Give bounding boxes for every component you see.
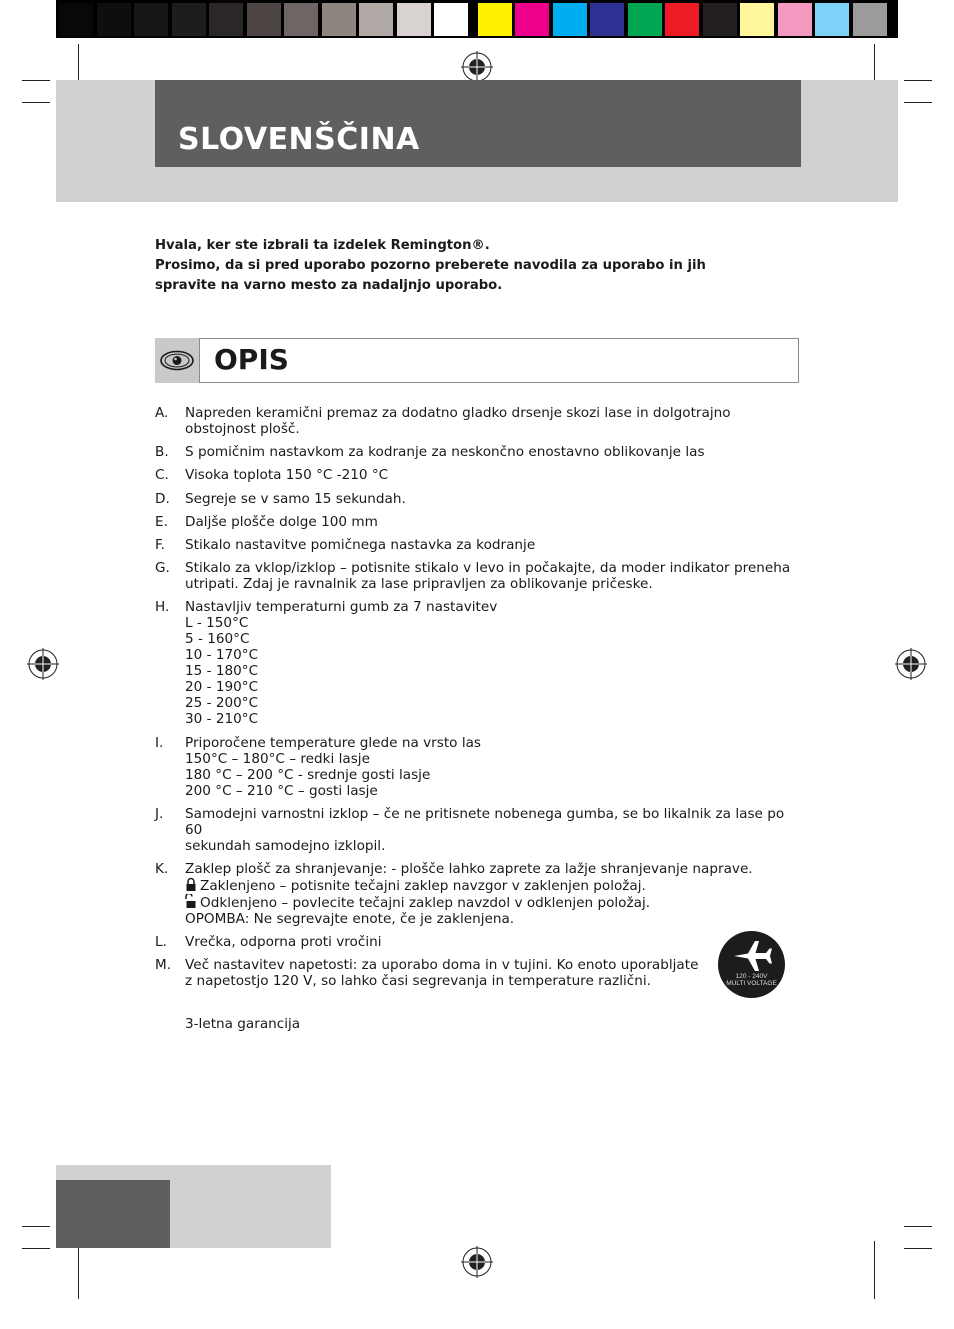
list-item-letter: H. [155,599,170,616]
list-item-line [185,647,805,663]
list-item [155,444,805,460]
color-swatch [59,3,93,36]
list-item-text: utripati. Zdaj je ravnalnik za lase pripravljen za oblikovanje pričeske. [185,576,653,593]
list-item-line [185,695,805,711]
list-item-text: Visoka toplota 150 °C -210 °C [185,467,389,484]
list-item-line [185,973,805,989]
registration-mark-top-icon [461,51,493,83]
list-item-line [185,599,805,615]
list-item [155,405,805,437]
color-swatch [322,3,356,36]
list-item-line [185,576,805,592]
list-item-line [185,679,805,695]
list-item-text: Več nastavitev napetosti: za uporabo doma in v tujini. Ko enoto uporabljate [185,957,699,974]
color-swatch [247,3,281,36]
color-swatch [515,3,549,36]
list-item-text: obstojnost plošč. [185,421,300,437]
intro-line: Prosimo, da si pred uporabo pozorno preberete navodila za uporabo in jih [155,258,706,273]
list-item-line [185,894,805,911]
color-swatch [97,3,131,36]
list-item-line [185,806,805,838]
list-item-line [185,957,805,973]
color-swatch [740,3,774,36]
list-item-text: L - 150°C [185,615,249,632]
color-swatch [284,3,318,36]
color-swatch [397,3,431,36]
list-item-letter: L. [155,934,167,951]
color-swatch [815,3,849,36]
list-item [155,599,805,727]
registration-mark-left-icon [27,648,59,680]
list-item-text: Segreje se v samo 15 sekundah. [185,490,406,507]
list-item-line [185,467,805,483]
color-swatch [209,3,243,36]
list-item-letter: F. [155,536,165,553]
intro-line: spravite na varno mesto za nadaljnjo uporabo. [155,278,503,293]
registration-mark-bottom-icon [461,1246,493,1278]
list-item-letter: B. [155,444,169,461]
list-item-line [185,405,805,421]
list-item [155,735,805,799]
list-item-text: 5 - 160°C [185,631,250,648]
list-item-text: 150°C – 180°C – redki lasje [185,750,370,767]
list-item [155,934,805,950]
list-item-line [185,615,805,631]
list-item-line [185,911,805,927]
list-item-text: Priporočene temperature glede na vrsto las [185,734,482,751]
registration-mark-right-icon [895,648,927,680]
list-item-line [185,934,805,950]
list-item-line [185,491,805,507]
list-item [155,560,805,592]
locked-icon [185,877,197,892]
list-item-text: Nastavljiv temperaturni gumb za 7 nastavitev [185,599,498,616]
color-swatch [665,3,699,36]
list-item-line [185,735,805,751]
list-item-text: Samodejni varnostni izklop – če ne pritisnete nobenega gumba, se bo likalnik za lase po 60 [185,805,785,838]
warranty-text: 3-letna garancija [185,1016,301,1032]
color-swatch [628,3,662,36]
badge-label: MULTI VOLTAGE [726,980,777,987]
list-item-text: Stikalo nastavitve pomičnega nastavka za kodranje [185,536,536,553]
list-item [155,861,805,927]
list-item [155,514,805,530]
airplane-icon [731,939,773,973]
list-item-text: sekundah samodejno izklopil. [185,837,386,854]
badge-voltage-range: 120 - 240V [735,973,768,980]
list-item-text: Stikalo za vklop/izklop – potisnite stikalo v levo in počakajte, da moder indikator preneha [185,560,791,577]
list-item-line [185,537,805,553]
color-swatch [853,3,887,36]
list-item-text: Napreden keramični premaz za dodatno gladko drsenje skozi lase in dolgotrajno [185,405,731,421]
eye-icon [155,338,199,383]
color-swatch [172,3,206,36]
list-item-line [185,711,805,727]
list-item-letter: E. [155,513,168,530]
list-item-line [185,631,805,647]
page-title: SLOVENŠČINA [178,122,420,157]
list-item-line [185,861,805,877]
list-item-letter: M. [155,957,172,974]
list-item-text: 25 - 200°C [185,695,259,712]
list-item-letter: D. [155,490,170,507]
list-item-line [185,560,805,576]
description-list [155,405,805,996]
list-item-line [185,444,805,460]
color-swatch [434,3,468,36]
list-item-line [185,663,805,679]
section-title: OPIS [214,343,289,376]
intro-text [155,236,795,296]
color-calibration-bar [56,0,898,38]
list-item [155,957,805,989]
list-item [155,491,805,507]
list-item-text: Odklenjeno – povlecite tečajni zaklep navzdol v odklenjen položaj. [200,894,651,911]
unlocked-icon [185,894,197,909]
list-item-letter: C. [155,467,169,484]
color-swatch [478,3,512,36]
list-item-line [185,877,805,894]
list-item-text: Zaklenjeno – potisnite tečajni zaklep navzgor v zaklenjen položaj. [200,877,646,894]
list-item-text: S pomičnim nastavkom za kodranje za neskončno enostavno oblikovanje las [185,444,705,461]
list-item-text: 15 - 180°C [185,663,259,680]
list-item-text: Daljše plošče dolge 100 mm [185,513,378,530]
list-item-text: 30 - 210°C [185,711,259,728]
list-item-letter: I. [155,734,164,751]
list-item-text: 180 °C – 200 °C - srednje gosti lasje [185,766,431,783]
multi-voltage-badge [718,931,785,998]
intro-line: Hvala, ker ste izbrali ta izdelek Remington®. [155,238,490,253]
color-swatch [703,3,737,36]
color-swatch [590,3,624,36]
list-item-line [185,751,805,767]
list-item-text: 200 °C – 210 °C – gosti lasje [185,782,378,799]
list-item-line [185,767,805,783]
list-item-text: OPOMBA: Ne segrevajte enote, če je zaklenjena. [185,910,515,927]
list-item-letter: A. [155,405,169,421]
list-item-text: Zaklep plošč za shranjevanje: - plošče lahko zaprete za lažje shranjevanje naprave. [185,860,753,877]
section-icon-box [155,338,200,383]
color-swatch [778,3,812,36]
list-item-line [185,783,805,799]
footer-dark-block [56,1180,170,1248]
color-swatch [553,3,587,36]
list-item-line [185,514,805,530]
list-item-letter: J. [155,805,164,822]
list-item-text: 10 - 170°C [185,647,259,664]
list-item-letter: K. [155,860,169,877]
list-item [155,537,805,553]
color-swatch [359,3,393,36]
list-item [155,806,805,854]
list-item-text: z napetostjo 120 V, so lahko časi segrevanja in temperature različni. [185,973,651,990]
list-item-line [185,838,805,854]
list-item-line [185,421,805,437]
list-item-text: Vrečka, odporna proti vročini [185,934,382,951]
list-item-text: 20 - 190°C [185,679,259,696]
list-item-letter: G. [155,560,170,577]
list-item [155,467,805,483]
color-swatch [134,3,168,36]
